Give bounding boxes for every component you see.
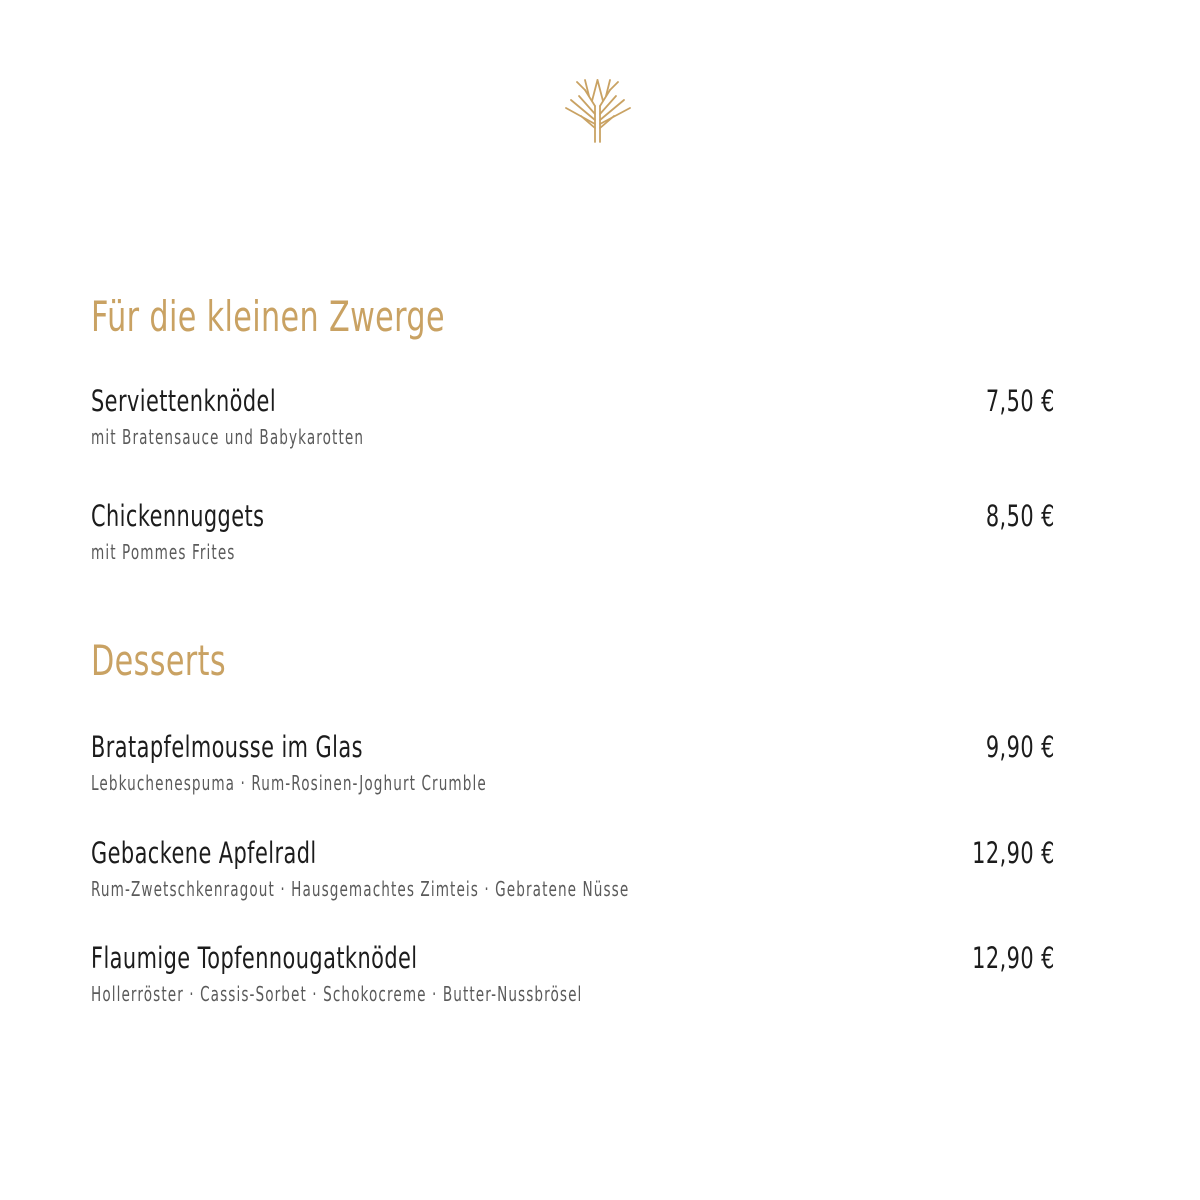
item-name: Chickennuggets [91, 499, 265, 533]
item-name: Serviettenknödel [91, 384, 277, 418]
item-name: Flaumige Topfennougatknödel [91, 941, 418, 975]
item-price: 12,90 € [972, 941, 1055, 975]
menu-item-bratapfelmousse [91, 730, 1055, 803]
item-price: 7,50 € [985, 384, 1055, 418]
menu-item-chickennuggets [91, 499, 1055, 572]
menu-item-apfelradl [91, 836, 1055, 909]
section-title-desserts: Desserts [91, 636, 226, 685]
tree-logo-icon [563, 76, 633, 144]
item-price: 8,50 € [985, 499, 1055, 533]
menu-item-serviettenknoedel [91, 384, 1055, 457]
item-description: mit Pommes Frites [91, 540, 236, 564]
item-price: 12,90 € [972, 836, 1055, 870]
item-price: 9,90 € [985, 730, 1055, 764]
item-description: mit Bratensauce und Babykarotten [91, 425, 365, 449]
item-description: Hollerröster · Cassis-Sorbet · Schokocreme · Butter-Nussbrösel [91, 982, 583, 1006]
item-description: Rum-Zwetschkenragout · Hausgemachtes Zimteis · Gebratene Nüsse [91, 877, 630, 901]
item-name: Gebackene Apfelradl [91, 836, 317, 870]
section-title-kids: Für die kleinen Zwerge [91, 292, 445, 341]
item-name: Bratapfelmousse im Glas [91, 730, 363, 764]
item-description: Lebkuchenespuma · Rum-Rosinen-Joghurt Crumble [91, 771, 487, 795]
menu-item-topfennougatknoedel [91, 941, 1055, 1014]
